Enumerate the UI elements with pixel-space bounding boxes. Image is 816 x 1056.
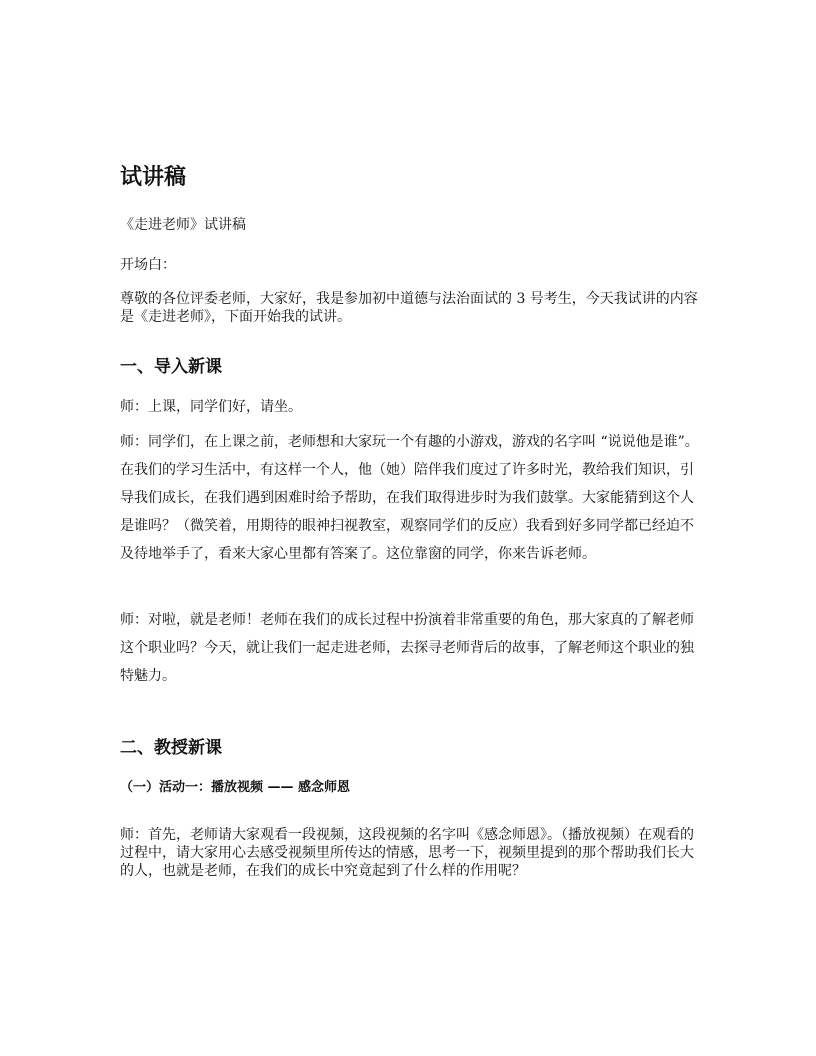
subtitle: 《走进老师》试讲稿: [120, 217, 246, 233]
section2-subheading-1: （一）活动一：播放视频 —— 感念师恩: [120, 780, 351, 795]
section2-heading: 二、教授新课: [120, 738, 222, 758]
section2-paragraph-1: 师：首先，老师请大家观看一段视频，这段视频的名字叫《感念师恩》。（播放视频）在观看的过程中，请大家用心去感受视频里所传达的情感，思考一下，视频里提到的那个帮助我们长大的人，也就是老师，在我们的成长中究竟起到了什么样的作用呢？: [120, 827, 694, 879]
section1-paragraph-3: 师：对啦，就是老师！老师在我们的成长过程中扮演着非常重要的角色，那大家真的了解老师这个职业吗？今天，就让我们一起走进老师，去探寻老师背后的故事，了解老师这个职业的独特魅力。: [120, 612, 694, 684]
opening-label: 开场白：: [120, 257, 176, 273]
page-title: 试讲稿: [120, 165, 187, 190]
opening-text: 尊敬的各位评委老师，大家好，我是参加初中道德与法治面试的 3 号考生，今天我试讲的内容是《走进老师》，下面开始我的试讲。: [120, 291, 698, 325]
section1-paragraph-2: 师：同学们，在上课之前，老师想和大家玩一个有趣的小游戏，游戏的名字叫 “说说他是谁”。在我们的学习生活中，有这样一个人，他（她）陪伴我们度过了许多时光，教给我们知识，引导我们成长，在我们遇到困难时给予帮助，在我们取得进步时为我们鼓掌。大家能猜到这个人是谁吗？（微笑着，用期待的眼神扫视教室，观察同学们的反应）我看到好多同学都已经迫不及待地举手了，看来大家心里都有答案了。这位靠窗的同学，你来告诉老师。: [120, 434, 699, 562]
section1-paragraph-1: 师：上课，同学们好，请坐。: [120, 399, 302, 415]
section1-heading: 一、导入新课: [120, 357, 222, 377]
